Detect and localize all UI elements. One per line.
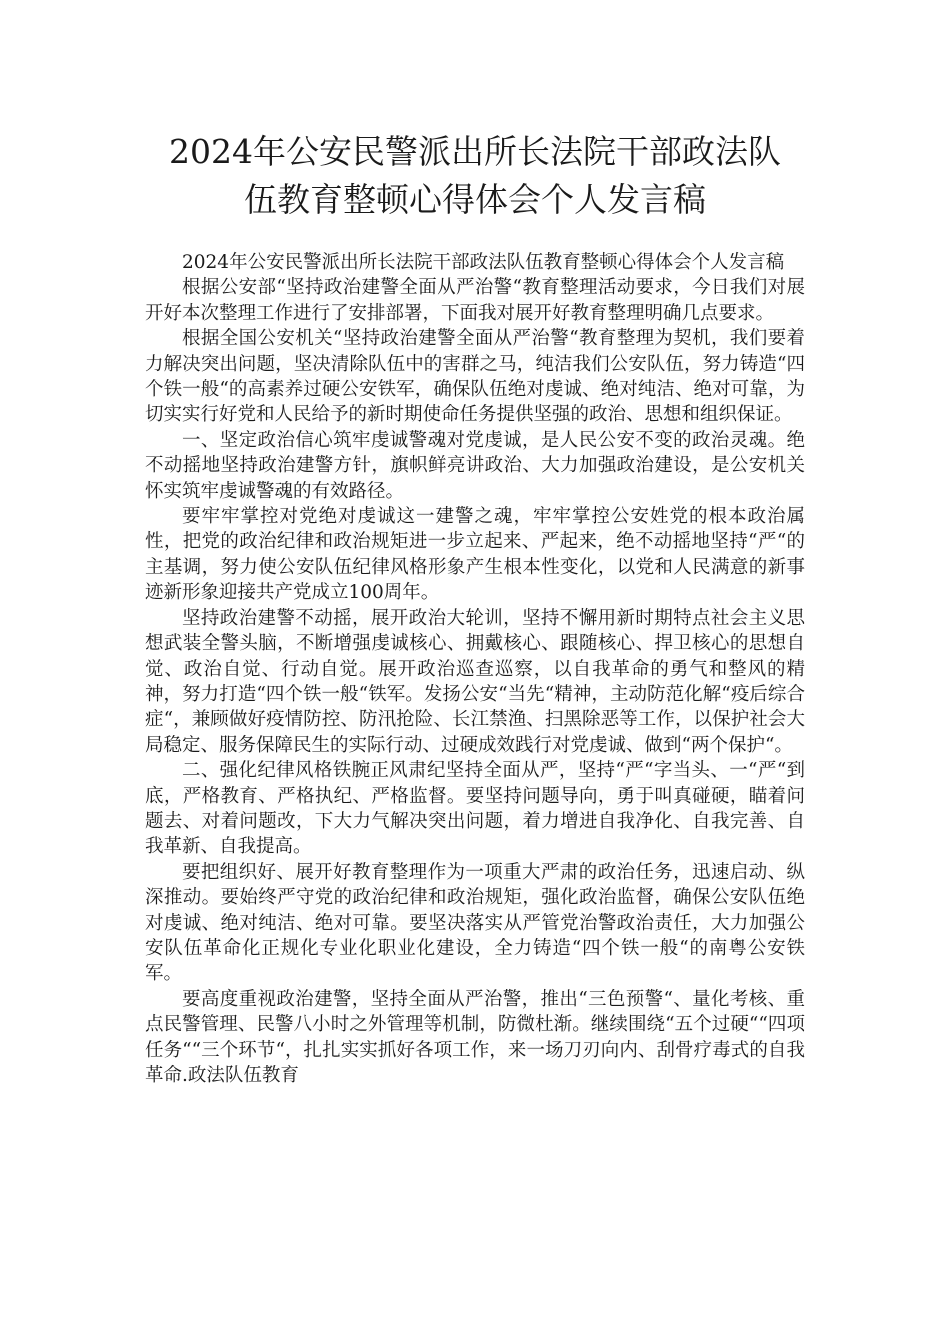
paragraph-political-building: 坚持政治建警不动摇，展开政治大轮训，坚持不懈用新时期特点社会主义思想武装全警头脑，不断增强虔诚核心、拥戴核心、跟随核心、捍卫核心的思想自觉、政治自觉、行动自觉。展开政治巡查巡察，以自我革命的勇气和整风的精神，努力打造“四个铁一般“铁军。发扬公安“当先“精神，主动防范化解“疫后综合症“，兼顾做好疫情防控、防汛抢险、长江禁渔、扫黑除恶等工作，以保护社会大局稳定、服务保障民生的实际行动、过硬成效践行对党虔诚、做到“两个保护“。: [145, 607, 805, 756]
paragraph-organization: 要把组织好、展开好教育整理作为一项重大严肃的政治任务，迅速启动、纵深推动。要始终严守党的政治纪律和政治规矩，强化政治监督，确保公安队伍绝对虔诚、绝对纯洁、绝对可靠。要坚决落实从严管党治警政治责任，大力加强公安队伍革命化正规化专业化职业化建设，全力铸造“四个铁一般“的南粤公安铁军。: [145, 861, 805, 985]
document-page: [145, 128, 805, 1088]
paragraph-section-2: 二、强化纪律风格铁腕正风肃纪坚持全面从严，坚持“严“字当头、一“严“到底，严格教育、严格执纪、严格监督。要坚持问题导向，勇于叫真碰硬，瞄着问题去、对着问题改，下大力气解决突出问题，着力增进自我净化、自我完善、自我革新、自我提高。: [145, 760, 805, 858]
paragraph-subtitle: 2024年公安民警派出所长法院干部政法队伍教育整顿心得体会个人发言稿: [182, 252, 785, 273]
title-line-1: 2024年公安民警派出所长法院干部政法队: [169, 132, 781, 171]
paragraph-loyalty: 要牢牢掌控对党绝对虔诚这一建警之魂，牢牢掌控公安姓党的根本政治属性，把党的政治纪律和政治规矩进一步立起来、严起来，绝不动摇地坚持“严“的主基调，努力使公安队伍纪律风格形象产生根本性变化，以党和人民满意的新事迹新形象迎接共产党成立100周年。: [145, 506, 805, 604]
paragraph-mechanisms: 要高度重视政治建警，坚持全面从严治警，推出“三色预警“、量化考核、重点民警管理、民警八小时之外管理等机制，防微杜渐。继续围绕“五个过硬““四项任务““三个环节“，扎扎实实抓好各项工作，来一场刀刃向内、刮骨疗毒式的自我革命.政法队伍教育: [145, 988, 805, 1086]
document-body: [145, 250, 805, 1088]
paragraph-intro: 根据公安部“坚持政治建警全面从严治警“教育整理活动要求，今日我们对展开好本次整理工作进行了安排部署，下面我对展开好教育整理明确几点要求。: [145, 277, 805, 324]
paragraph-context: 根据全国公安机关“坚持政治建警全面从严治警“教育整理为契机，我们要着力解决突出问题，坚决清除队伍中的害群之马，纯洁我们公安队伍，努力铸造“四个铁一般“的高素养过硬公安铁军，确保队伍绝对虔诚、绝对纯洁、绝对可靠，为切实实行好党和人民给予的新时期使命任务提供坚强的政治、思想和组织保证。: [145, 328, 805, 426]
paragraph-section-1: 一、坚定政治信心筑牢虔诚警魂对党虔诚，是人民公安不变的政治灵魂。绝不动摇地坚持政治建警方针，旗帜鲜亮讲政治、大力加强政治建设，是公安机关怀实筑牢虔诚警魂的有效路径。: [145, 429, 805, 502]
document-title: [145, 128, 805, 224]
title-line-2: 伍教育整顿心得体会个人发言稿: [244, 180, 706, 219]
